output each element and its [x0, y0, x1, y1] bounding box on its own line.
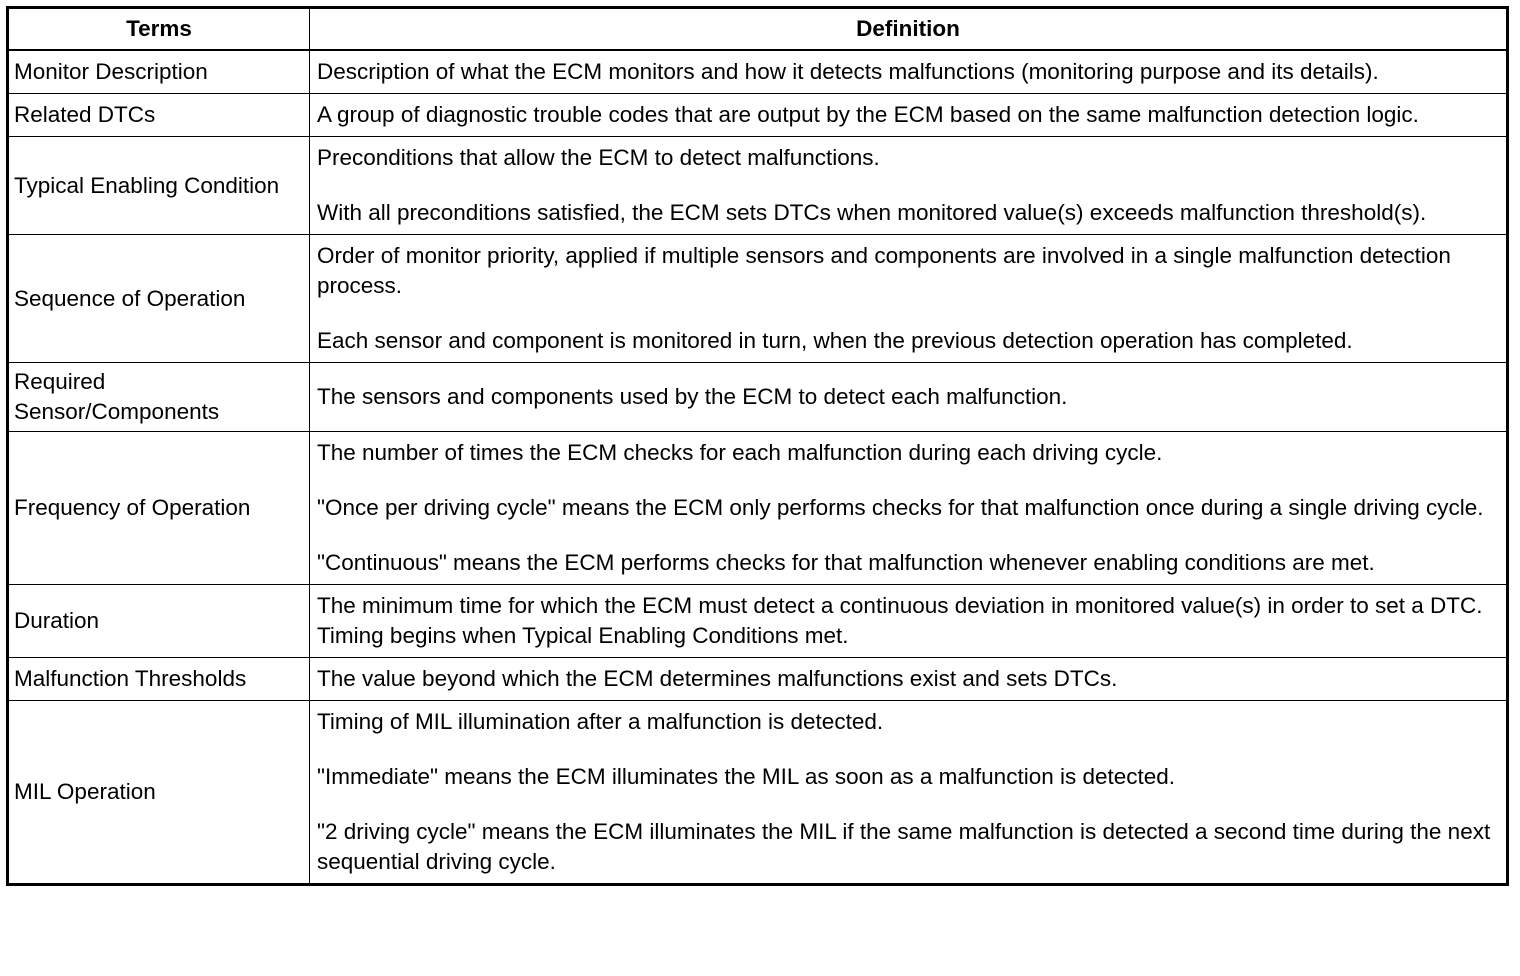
definition-text: "Continuous" means the ECM performs checks for that malfunction whenever enabling conditions are met. [317, 550, 1375, 575]
definition-text: With all preconditions satisfied, the ECM sets DTCs when monitored value(s) exceeds malfunction threshold(s). [317, 200, 1427, 225]
table-row [8, 235, 1508, 363]
definition-text: Each sensor and component is monitored in turn, when the previous detection operation has completed. [317, 328, 1353, 353]
table-row [8, 94, 1508, 137]
definition-text: The value beyond which the ECM determines malfunctions exist and sets DTCs. [317, 666, 1118, 691]
term-cell: Typical Enabling Condition [8, 137, 310, 235]
term-cell: Frequency of Operation [8, 432, 310, 585]
definition-cell [310, 363, 1508, 432]
table-row [8, 432, 1508, 585]
term-cell: Monitor Description [8, 50, 310, 94]
table-row [8, 585, 1508, 658]
term-cell: Sequence of Operation [8, 235, 310, 363]
definition-column-header: Definition [310, 8, 1508, 51]
definition-cell [310, 137, 1508, 235]
table-row [8, 50, 1508, 94]
definition-text: "Once per driving cycle" means the ECM only performs checks for that malfunction once during a single driving cycle. [317, 495, 1484, 520]
term-cell: Malfunction Thresholds [8, 658, 310, 701]
definition-text: "2 driving cycle" means the ECM illuminates the MIL if the same malfunction is detected a second time during the next sequential driving cycle. [317, 819, 1491, 874]
header-row [8, 8, 1508, 51]
definition-text: Description of what the ECM monitors and how it detects malfunctions (monitoring purpose and its details). [317, 59, 1379, 84]
definition-text: A group of diagnostic trouble codes that are output by the ECM based on the same malfunction detection logic. [317, 102, 1419, 127]
definition-cell [310, 235, 1508, 363]
table-row [8, 363, 1508, 432]
table-row [8, 658, 1508, 701]
definition-cell [310, 658, 1508, 701]
definition-cell [310, 50, 1508, 94]
definition-cell [310, 432, 1508, 585]
terms-column-header: Terms [8, 8, 310, 51]
table-row [8, 701, 1508, 885]
definition-cell [310, 585, 1508, 658]
term-cell: Related DTCs [8, 94, 310, 137]
term-cell: MIL Operation [8, 701, 310, 885]
definition-text: The sensors and components used by the ECM to detect each malfunction. [317, 384, 1068, 409]
definition-text: The number of times the ECM checks for each malfunction during each driving cycle. [317, 440, 1163, 465]
term-cell: Duration [8, 585, 310, 658]
definition-text: The minimum time for which the ECM must detect a continuous deviation in monitored value(s) in order to set a DTC. Timing begins when Typical Enabling Conditions met. [317, 593, 1483, 648]
definition-text: Timing of MIL illumination after a malfunction is detected. [317, 709, 884, 734]
term-cell: Required Sensor/Components [8, 363, 310, 432]
terms-definitions-document [6, 6, 1506, 886]
table-row [8, 137, 1508, 235]
definition-text: "Immediate" means the ECM illuminates the MIL as soon as a malfunction is detected. [317, 764, 1176, 789]
definition-text: Order of monitor priority, applied if multiple sensors and components are involved in a single malfunction detection process. [317, 243, 1451, 298]
definition-cell [310, 94, 1508, 137]
definition-text: Preconditions that allow the ECM to detect malfunctions. [317, 145, 880, 170]
terms-definitions-table [6, 6, 1509, 886]
definition-cell [310, 701, 1508, 885]
